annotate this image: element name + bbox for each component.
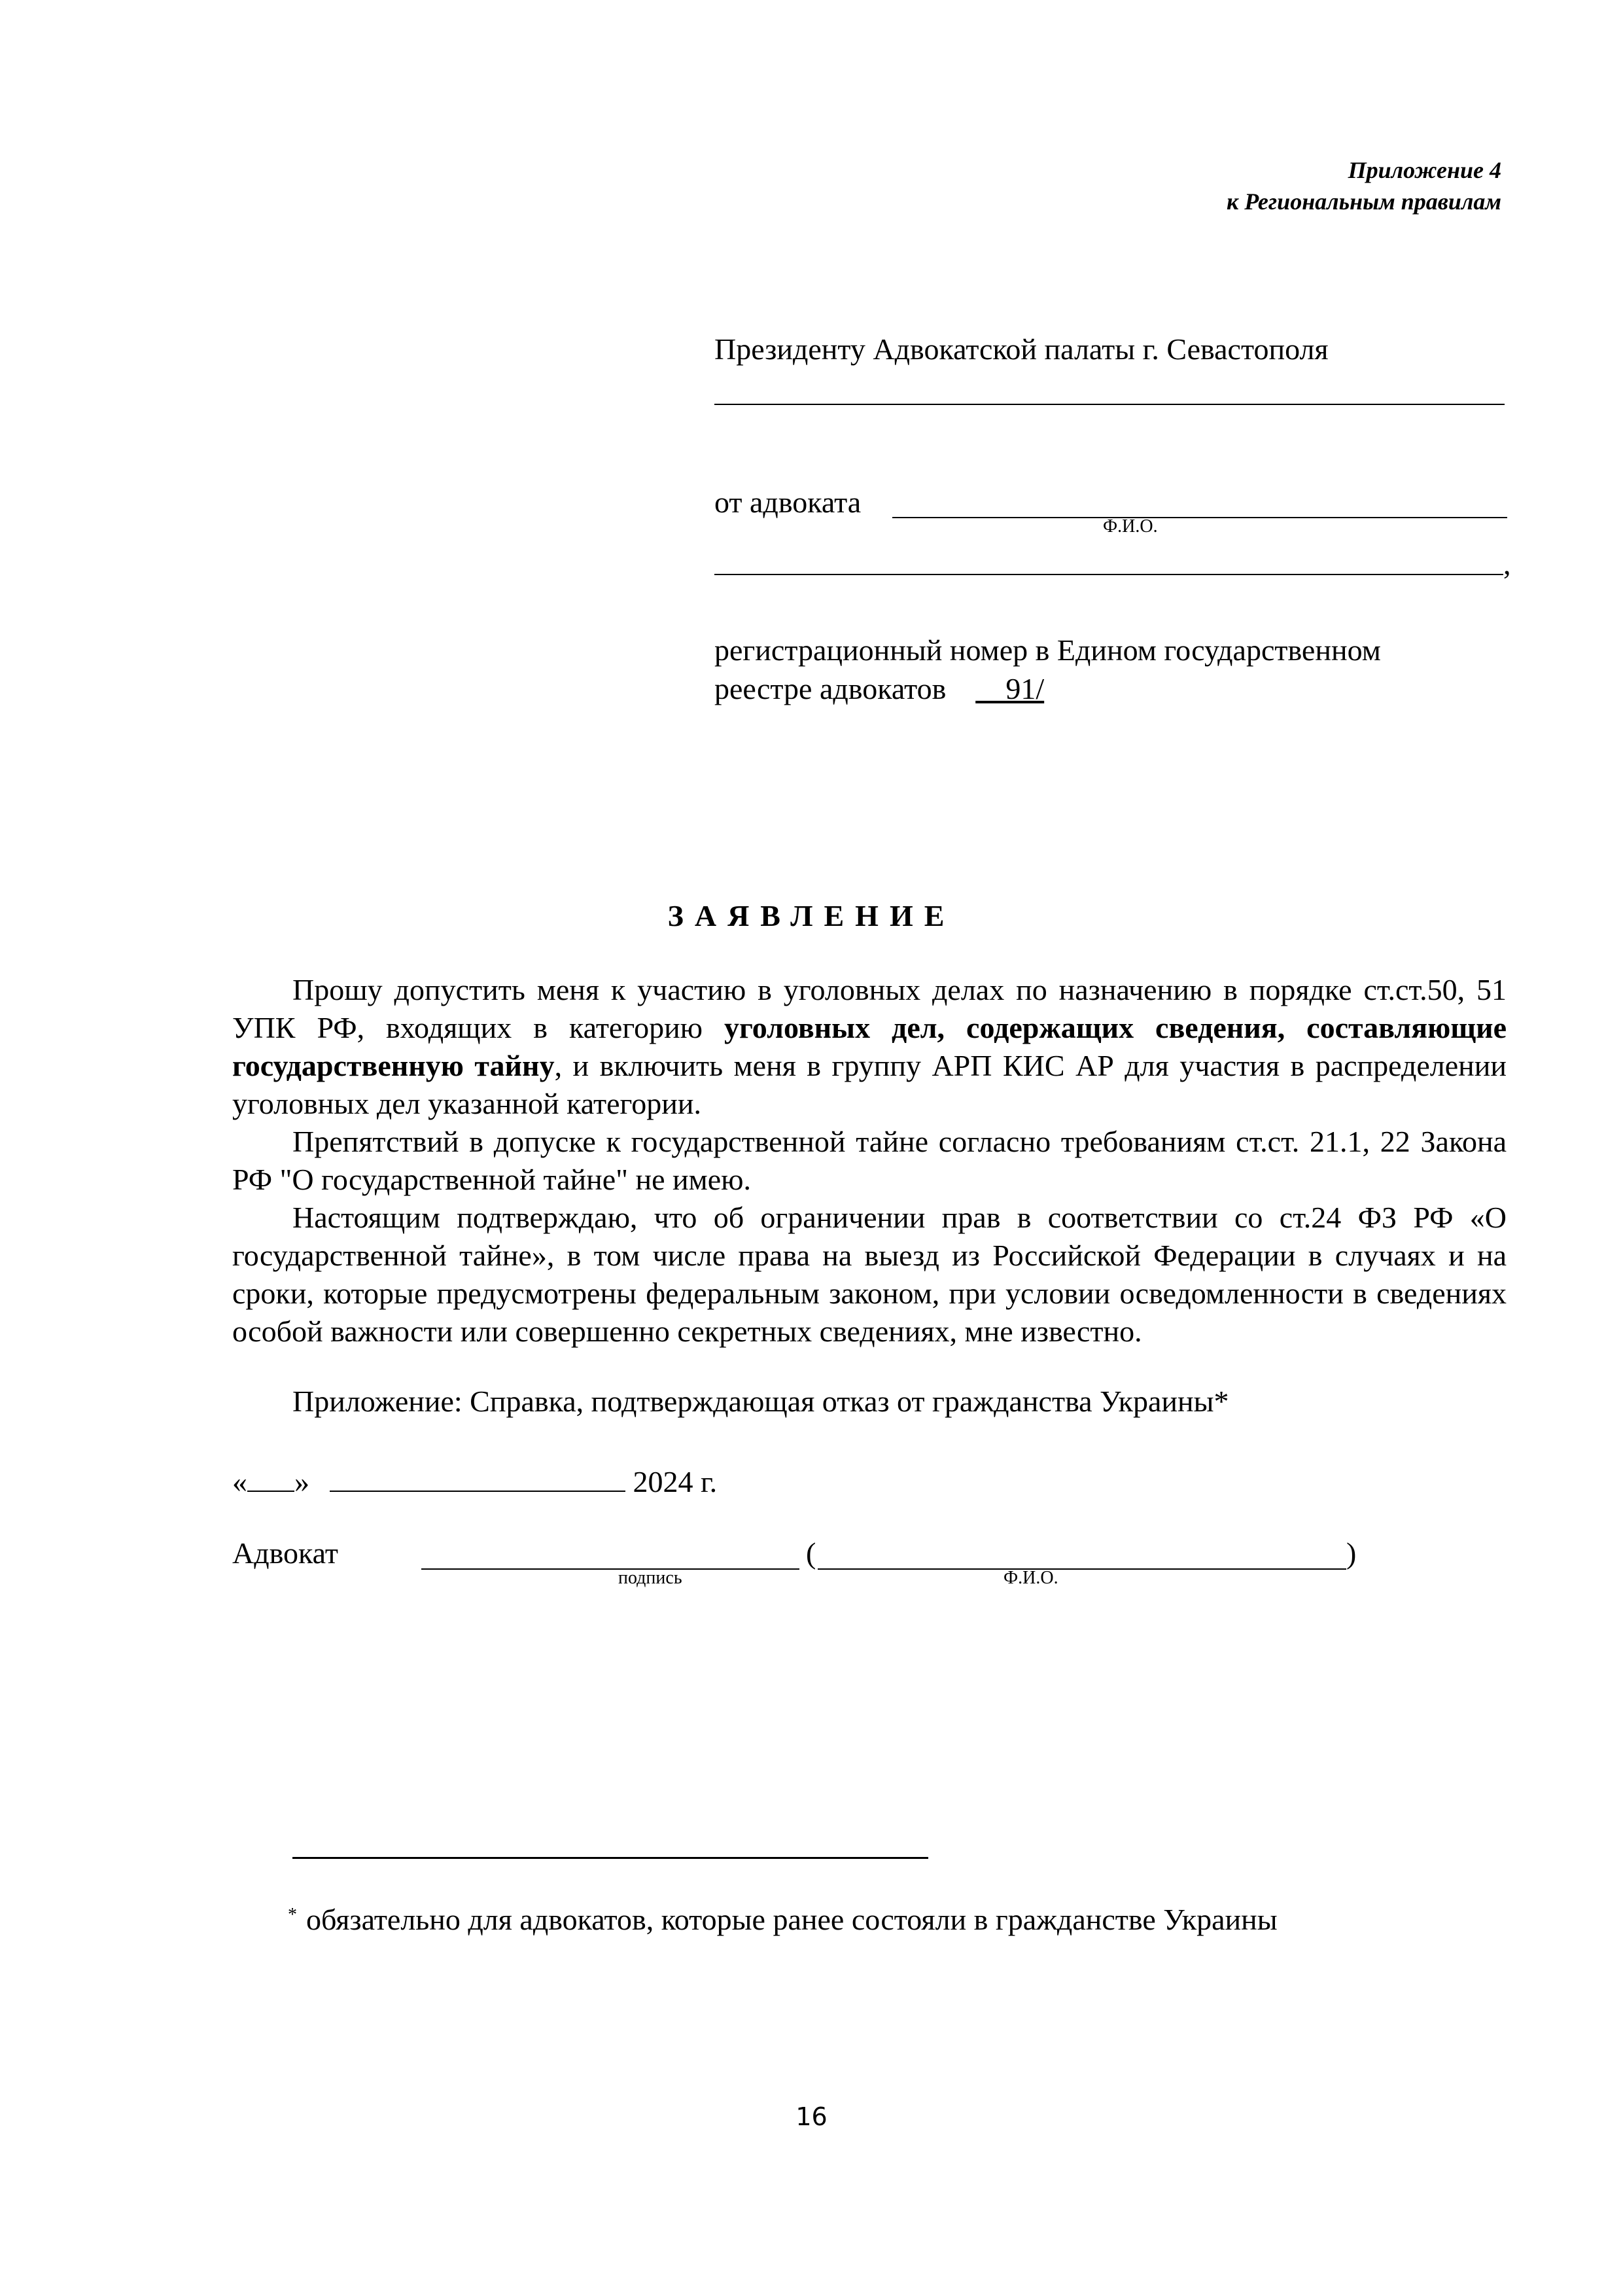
paragraph-3: Настоящим подтверждаю, что об ограничении прав в соответствии со ст.24 ФЗ РФ «О государственной тайне», в том числе права на выезд из Российской Федерации в случаях и на сроки, которые предусмотрены федеральным законом, при условии осведомленности в сведениях особой важности или совершенно секретных сведениях, мне известно. [232,1201,1507,1348]
addressee-line: Президенту Адвокатской палаты г. Севастополя [714,332,1329,366]
paragraph-1 [232,971,1507,1123]
registration-line-2 [714,671,1156,707]
appendix-line-2: к Региональным правилам [1226,188,1501,215]
paragraph-2: Препятствий в допуске к государственной тайне согласно требованиям ст.ст. 21.1, 22 Закона РФ "О государственной тайне" не имею. [232,1125,1507,1196]
addressee-blank-line[interactable] [714,404,1505,405]
appendix-line-1: Приложение 4 [1348,157,1501,183]
footnote-separator [292,1857,928,1859]
appendix-note [1227,154,1501,217]
month-blank[interactable] [330,1463,625,1492]
document-title: ЗАЯВЛЕНИЕ [667,899,956,932]
registration-line-1: регистрационный номер в Едином государственном [714,633,1381,667]
footnote-text: обязательно для адвокатов, которые ранее состояли в гражданстве Украины [306,1903,1278,1936]
date-year: 2024 г. [633,1465,718,1498]
paragraph-1-text-end: , и включить меня в группу АРП КИС АР для участия в распределении уголовных дел указанной категории. [232,1049,1507,1120]
signature-fio-blank-line[interactable] [818,1568,1346,1570]
paragraph-1-bold: уголовных дел, содержащих сведения, составляющие государственную тайну [232,1011,1507,1082]
footnote [288,1901,1278,1943]
registration-number-field[interactable] [975,671,1156,707]
day-blank[interactable] [247,1463,294,1492]
signature-open-paren: ( [806,1536,816,1570]
page-number: 16 [795,2102,828,2131]
from-label: от адвоката [714,486,862,519]
attachment-line: Приложение: Справка, подтверждающая отказ от гражданства Украины* [292,1385,1229,1418]
signature-caption: подпись [618,1568,682,1588]
date-close-quote: » [294,1465,309,1498]
fio-second-blank-line[interactable] [714,574,1503,575]
statement-body [232,971,1507,1351]
signature-blank-line[interactable] [421,1568,799,1570]
date-open-quote: « [232,1465,247,1498]
signature-close-paren: ) [1346,1536,1357,1570]
comma: , [1503,547,1511,580]
date-line [232,1463,717,1500]
fio-caption: Ф.И.О. [1103,516,1158,537]
footnote-mark: * [288,1905,297,1925]
fio-blank-line[interactable] [892,517,1507,518]
signature-fio-caption: Ф.И.О. [1003,1568,1058,1588]
paragraph-1-text: Прошу допустить меня к участию в уголовных делах по назначению в порядке ст.ст.50, 51 УПК РФ, входящих в категорию [232,973,1507,1044]
registration-number: 91/ [1005,672,1045,705]
signature-label: Адвокат [232,1536,339,1570]
registration-label: реестре адвокатов [714,672,947,705]
